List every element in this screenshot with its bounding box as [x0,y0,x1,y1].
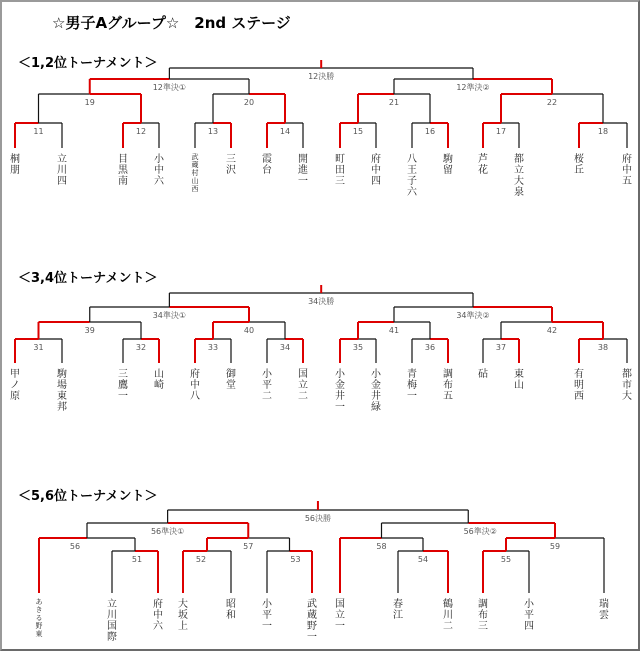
b1-match-18: 18 [597,127,609,136]
b2-match-41: 41 [388,326,400,335]
b3-semi-2: 56準決② [463,527,497,536]
b3-team-11: 調布三 [478,599,488,632]
b1-match-22: 22 [546,98,558,107]
b2-team-9: 小金井一 [335,369,345,413]
b1-match-21: 21 [388,98,400,107]
b1-semi-1: 12準決① [152,83,187,92]
b2-match-35: 35 [352,343,364,352]
b1-match-17: 17 [495,127,507,136]
b2-team-10: 小金井緑 [371,369,381,413]
b2-final-label: 34決勝 [308,297,335,306]
b3-team-6: 小平一 [262,599,272,632]
b1-team-15: 桜丘 [574,154,584,176]
b1-team-3: 目黒南 [118,154,128,187]
b2-team-15: 有明西 [574,369,584,402]
b3-team-2: 立川国際 [107,599,117,643]
b2-match-33: 33 [207,343,219,352]
bracket-heading-1: ＜1,2位トーナメント＞ [18,56,158,71]
b2-match-37: 37 [495,343,507,352]
b3-semi-1: 56準決① [150,527,185,536]
b2-match-38: 38 [597,343,609,352]
b1-semi-2: 12準決② [456,83,490,92]
b1-team-1: 桐朋 [10,154,20,176]
b3-team-10: 鶴川二 [443,599,453,632]
b2-team-11: 青梅一 [407,369,417,402]
b2-match-32: 32 [135,343,147,352]
b2-semi-1: 34準決① [152,311,187,320]
b1-team-5: 武蔵村山西 [191,153,199,193]
b1-team-16: 府中五 [622,154,632,187]
b3-final-label: 56決勝 [304,514,332,523]
b3-match-56: 56 [69,542,81,551]
b2-team-13: 砧 [478,369,488,380]
b2-match-34: 34 [279,343,291,352]
b1-team-8: 開進一 [298,154,308,187]
b3-match-55: 55 [500,555,512,564]
b2-team-2: 駒場東邦 [57,369,67,413]
b3-match-54: 54 [417,555,429,564]
b1-team-11: 八王子六 [407,154,417,198]
b3-team-12: 小平四 [524,599,534,632]
b1-match-11: 11 [33,127,44,136]
b3-team-8: 国立一 [335,599,345,632]
b2-team-3: 三鷹一 [118,369,128,402]
b1-match-13: 13 [207,127,219,136]
b2-team-4: 山崎 [154,369,164,391]
b3-team-5: 昭和 [226,599,236,621]
b2-match-42: 42 [546,326,558,335]
b3-match-58: 58 [376,542,387,551]
tournament-diagram [2,2,638,649]
b1-match-12: 12 [135,127,147,136]
b2-team-6: 御堂 [226,369,236,391]
b2-team-14: 東山 [514,369,524,391]
b2-match-36: 36 [424,343,436,352]
b3-team-4: 大坂上 [178,599,188,632]
b3-match-53: 53 [290,555,301,564]
b1-team-2: 立川四 [57,154,67,187]
b2-team-7: 小平二 [262,369,272,402]
b1-team-6: 三沢 [226,154,236,176]
b1-final-label: 12決勝 [308,72,335,81]
b3-team-7: 武蔵野一 [307,599,317,643]
b3-match-59: 59 [549,542,561,551]
b2-match-39: 39 [84,326,95,335]
b1-team-7: 霞台 [262,154,272,176]
bracket-heading-2: ＜3,4位トーナメント＞ [18,271,158,286]
b3-match-57: 57 [243,542,254,551]
b1-team-14: 都立大泉 [514,154,524,198]
page-title: ☆男子Aグループ☆ 2nd ステージ [52,14,291,32]
b2-team-1: 甲ノ原 [10,369,20,402]
b3-team-13: 瑞雲 [599,599,609,621]
b1-team-9: 町田三 [335,154,345,187]
b3-match-52: 52 [195,555,207,564]
b2-team-12: 調布五 [443,369,453,402]
b3-team-3: 府中六 [153,599,163,632]
b3-match-51: 51 [131,555,143,564]
b2-team-8: 国立二 [298,369,308,402]
b2-semi-2: 34準決② [456,311,490,320]
b2-match-40: 40 [243,326,255,335]
bracket-heading-3: ＜5,6位トーナメント＞ [18,489,158,504]
b1-team-12: 駒留 [443,154,453,176]
b1-team-13: 芦花 [478,154,488,176]
b2-team-16: 都市大 [622,369,632,402]
b3-team-1: あきる野東 [35,598,43,638]
b1-team-10: 府中四 [371,154,381,187]
b1-match-14: 14 [279,127,291,136]
b1-match-20: 20 [243,98,255,107]
b1-match-16: 16 [424,127,436,136]
b1-team-4: 小中六 [154,154,164,187]
b1-match-15: 15 [352,127,364,136]
b1-match-19: 19 [84,98,95,107]
b3-team-9: 春江 [393,599,403,621]
b2-match-31: 31 [33,343,44,352]
b2-team-5: 府中八 [190,369,200,402]
